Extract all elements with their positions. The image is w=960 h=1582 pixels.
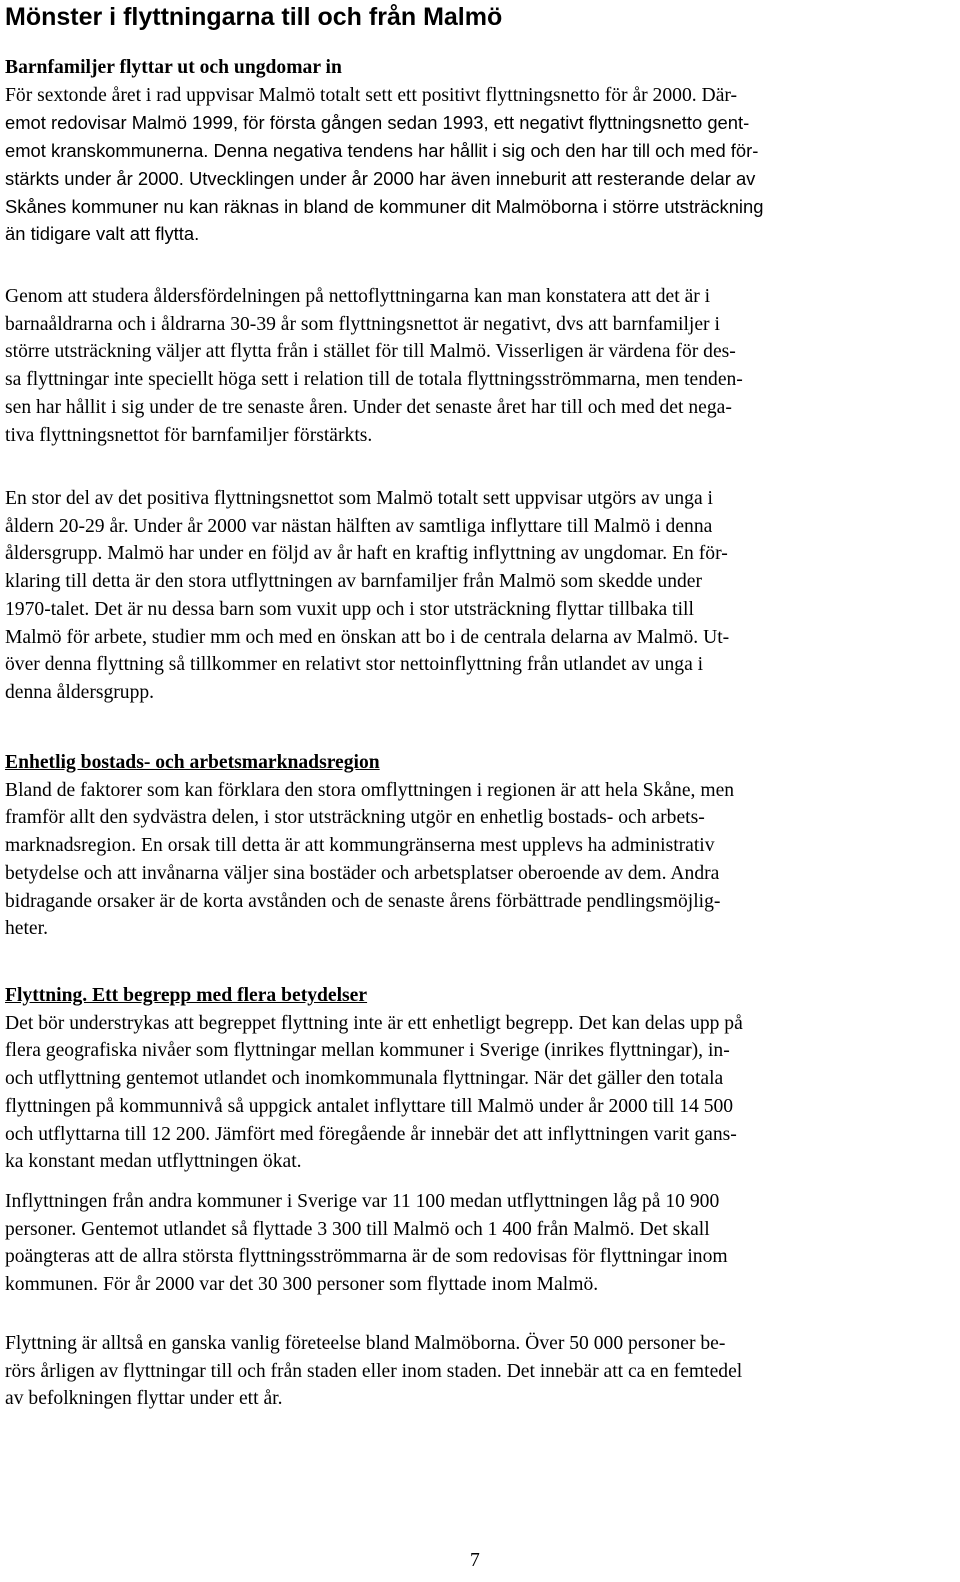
text-line: barnaåldrarna och i åldrarna 30-39 år som flyttningsnettot är negativt, dvs att barnfamiljer i <box>5 313 720 335</box>
text-line: ka konstant medan utflyttningen ökat. <box>5 1151 302 1173</box>
text-line: över denna flyttning så tillkommer en relativt stor nettoinflyttning från utlandet av unga i <box>5 654 704 676</box>
text-line: marknadsregion. En orsak till detta är att kommungränserna mest upplevs ha administrativ <box>5 835 715 857</box>
text-line: åldersgrupp. Malmö har under en följd av år haft en kraftig inflyttning av ungdomar. En för- <box>5 543 728 565</box>
text-line: Flyttning är alltså en ganska vanlig företeelse bland Malmöborna. Över 50 000 personer be- <box>5 1333 726 1354</box>
page-title: Mönster i flyttningarna till och från Malmö <box>5 3 503 31</box>
text-line: poängteras att de allra största flyttningsströmmarna är de som redovisas för flyttningar inom <box>5 1246 728 1268</box>
text-line: kommunen. För år 2000 var det 30 300 personer som flyttade inom Malmö. <box>5 1274 599 1296</box>
text-line: än tidigare valt att flytta. <box>5 223 200 245</box>
text-line: tiva flyttningsnettot för barnfamiljer förstärkts. <box>5 424 373 446</box>
text-line: flyttningen på kommunnivå så uppgick antalet inflyttare till Malmö under år 2000 till 14 500 <box>5 1095 734 1117</box>
section-heading: Barnfamiljer flyttar ut och ungdomar in <box>5 57 342 78</box>
section-flyttning-begrepp <box>5 982 955 1176</box>
text-line: av befolkningen flyttar under ett år. <box>5 1388 283 1410</box>
text-line: sen har hållit i sig under de tre senaste åren. Under det senaste året har till och med det nega- <box>5 396 732 418</box>
text-line: Inflyttningen från andra kommuner i Sverige var 11 100 medan utflyttningen låg på 10 900 <box>5 1191 720 1212</box>
section-heading: Enhetlig bostads- och arbetsmarknadsregion <box>5 752 380 773</box>
text-line: För sextonde året i rad uppvisar Malmö totalt sett ett positivt flyttningsnetto för år 2000. Där- <box>5 84 738 106</box>
paragraph <box>5 283 955 449</box>
text-line: 1970-talet. Det är nu dessa barn som vuxit upp och i stor utsträckning flyttar tillbaka till <box>5 598 694 620</box>
section-enhetlig-region <box>5 749 955 943</box>
text-line: sa flyttningar inte speciellt höga sett i relation till de totala flyttningsströmmarna, men tenden- <box>5 369 743 391</box>
text-line: framför allt den sydvästra delen, i stor utsträckning utgör en enhetlig bostads- och arbets- <box>5 807 705 829</box>
paragraph <box>5 485 955 707</box>
page-number: 7 <box>470 1550 480 1571</box>
text-line: denna åldersgrupp. <box>5 681 155 703</box>
paragraph <box>5 82 955 248</box>
text-line: En stor del av det positiva flyttningsnettot som Malmö totalt sett uppvisar utgörs av unga i <box>5 488 714 509</box>
text-line: Skånes kommuner nu kan räknas in bland de kommuner dit Malmöborna i större utsträckning <box>5 195 764 217</box>
text-line: Det bör understrykas att begreppet flyttning inte är ett enhetligt begrepp. Det kan delas upp på <box>5 1012 743 1034</box>
paragraph <box>5 1188 955 1299</box>
text-line: Genom att studera åldersfördelningen på nettoflyttningarna kan man konstatera att det är i <box>5 286 711 307</box>
text-line: Malmö för arbete, studier mm och med en önskan att bo i de centrala delarna av Malmö. Ut- <box>5 626 730 648</box>
text-line: betydelse och att invånarna väljer sina bostäder och arbetsplatser oberoende av dem. Andra <box>5 862 720 884</box>
text-line: åldern 20-29 år. Under år 2000 var nästan hälften av samtliga inflyttare till Malmö i denna <box>5 515 713 537</box>
text-line: emot redovisar Malmö 1999, för första gången sedan 1993, ett negativt flyttningsnetto gent- <box>5 112 750 134</box>
section-heading: Flyttning. Ett begrepp med flera betydelser <box>5 985 368 1006</box>
text-line: klaring till detta är den stora utflyttningen av barnfamiljer från Malmö som skedde under <box>5 571 703 593</box>
text-line: större utsträckning väljer att flytta från i stället för till Malmö. Visserligen är värdena för des- <box>5 341 736 363</box>
text-line: stärkts under år 2000. Utvecklingen under år 2000 har även inneburit att resterande delar av <box>5 167 756 189</box>
text-line: bidragande orsaker är de korta avstånden och de senaste årens förbättrade pendlingsmöjlig- <box>5 890 721 912</box>
text-line: Bland de faktorer som kan förklara den stora omflyttningen i regionen är att hela Skåne, men <box>5 779 735 801</box>
text-line: och utflyttarna till 12 200. Jämfört med föregående år innebär det att inflyttningen varit gans- <box>5 1123 737 1145</box>
text-line: rörs årligen av flyttningar till och från staden eller inom staden. Det innebär att ca en femtedel <box>5 1360 743 1382</box>
text-line: och utflyttning gentemot utlandet och inomkommunala flyttningar. När det gäller den totala <box>5 1068 724 1090</box>
text-line: flera geografiska nivåer som flyttningar mellan kommuner i Sverige (inrikes flyttningar), in- <box>5 1040 730 1062</box>
section-barnfamiljer <box>5 54 955 248</box>
paragraph <box>5 1330 955 1413</box>
text-line: personer. Gentemot utlandet så flyttade 3 300 till Malmö och 1 400 från Malmö. Det skall <box>5 1218 710 1240</box>
text-line: heter. <box>5 918 48 940</box>
text-line: emot kranskommunerna. Denna negativa tendens har hållit i sig och den har till och med för- <box>5 140 759 162</box>
